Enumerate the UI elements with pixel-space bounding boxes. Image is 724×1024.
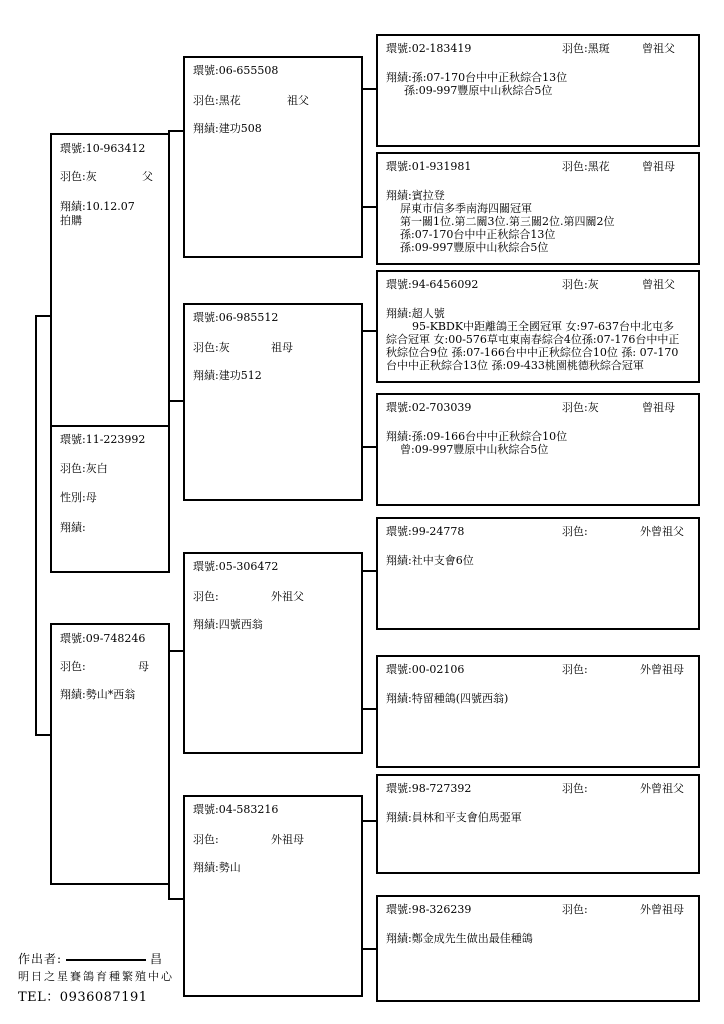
relation-label: 祖父 — [287, 94, 309, 107]
connector-line — [168, 400, 183, 402]
connector-line — [361, 330, 376, 332]
relation-label: 父 — [142, 170, 153, 183]
relation-label: 外祖母 — [271, 833, 304, 846]
performance: 翔績: — [60, 521, 86, 534]
performance-line: 孫:09-997豐原中山秋綜合5位 — [404, 84, 553, 97]
maternal-grandfather-card — [183, 552, 363, 754]
performance-line: 翔績:孫:07-170台中中正秋綜合13位 — [386, 71, 568, 84]
performance-line: 翔績:鄭金成先生做出最佳種鴿 — [386, 932, 533, 945]
ring-number: 環號:11-223992 — [60, 433, 146, 446]
ring-number: 環號:00-02106 — [386, 663, 465, 676]
relation-label: 曾祖父 — [642, 278, 675, 291]
relation-label: 祖母 — [271, 341, 293, 354]
connector-line — [168, 650, 183, 652]
relation-label: 曾祖父 — [642, 42, 675, 55]
feather-color: 羽色:灰白 — [60, 462, 108, 475]
ring-number: 環號:94-6456092 — [386, 278, 479, 291]
author-line — [18, 950, 163, 967]
performance-block — [386, 71, 692, 97]
author-underline — [66, 959, 146, 961]
performance: 翔績:10.12.07 — [60, 200, 135, 213]
relation-label: 母 — [138, 660, 149, 673]
feather-color: 羽色:黑花 — [193, 94, 241, 107]
ring-number: 環號:06-985512 — [193, 311, 279, 324]
great-grandmother-card — [376, 152, 700, 265]
great-grandfather-card — [376, 270, 700, 383]
relation-label: 外曾祖父 — [640, 782, 684, 795]
performance-line: 綜合冠軍 女:00-576草屯東南春綜合4位孫:07-176台中中正 — [386, 333, 680, 346]
connector-line — [168, 130, 183, 132]
ring-number: 環號:06-655508 — [193, 64, 279, 77]
performance: 翔績:建功512 — [193, 369, 262, 382]
maternal-great-grandmother-card — [376, 655, 700, 768]
relation-label: 曾祖母 — [642, 401, 675, 414]
mother-card — [50, 623, 170, 885]
great-grandfather-card — [376, 34, 700, 147]
maternal-great-grandfather-card — [376, 517, 700, 630]
performance-line: 屏東市信多季南海四關冠軍 — [400, 202, 532, 215]
connector-line — [361, 820, 376, 822]
great-grandmother-card — [376, 393, 700, 506]
relation-label: 曾祖母 — [642, 160, 675, 173]
performance-line: 孫:07-170台中中正秋綜合13位 — [400, 228, 556, 241]
maternal-great-grandmother-card — [376, 895, 700, 1002]
connector-line — [361, 206, 376, 208]
connector-line — [35, 315, 37, 736]
ring-number: 環號:99-24778 — [386, 525, 465, 538]
feather-color: 羽色: — [562, 903, 588, 916]
performance-line: 台中中正秋綜合13位 孫:09-433桃園桃德秋綜合冠軍 — [386, 359, 644, 372]
author-label: 作出者: — [18, 952, 63, 966]
subject-card — [50, 425, 170, 573]
performance-block — [386, 307, 696, 372]
ring-number: 環號:02-703039 — [386, 401, 472, 414]
author-suffix: 昌 — [150, 952, 164, 966]
performance-line: 翔績:超人號 — [386, 307, 445, 320]
center-name: 明日之星賽鴿育種繁殖中心 — [18, 970, 174, 983]
feather-color: 羽色: — [562, 525, 588, 538]
ring-number: 環號:01-931981 — [386, 160, 472, 173]
ring-number: 環號:09-748246 — [60, 632, 146, 645]
performance-line: 第一關1位.第二關3位.第三關2位.第四關2位 — [400, 215, 615, 228]
performance-block — [386, 811, 692, 824]
maternal-grandmother-card — [183, 795, 363, 997]
performance-line: 95-KBDK中距離鴿王全國冠軍 女:97-637台中北屯多 — [412, 320, 674, 333]
performance-note: 拍購 — [60, 214, 82, 227]
paternal-grandfather-card — [183, 56, 363, 258]
feather-color: 羽色: — [562, 782, 588, 795]
paternal-grandmother-card — [183, 303, 363, 501]
connector-line — [168, 898, 183, 900]
maternal-great-grandfather-card — [376, 774, 700, 874]
performance-block — [386, 189, 692, 254]
connector-line — [361, 948, 376, 950]
relation-label: 外曾祖母 — [640, 663, 684, 676]
performance-block — [386, 554, 692, 567]
sex: 性別:母 — [60, 491, 97, 504]
ring-number: 環號:05-306472 — [193, 560, 279, 573]
performance: 翔績:勢山 — [193, 861, 241, 874]
relation-label: 外曾祖母 — [640, 903, 684, 916]
ring-number: 環號:02-183419 — [386, 42, 472, 55]
feather-color: 羽色: — [60, 660, 86, 673]
connector-line — [361, 708, 376, 710]
feather-color: 羽色: — [193, 590, 219, 603]
connector-line — [361, 446, 376, 448]
feather-color: 羽色:黑花 — [562, 160, 610, 173]
performance-line: 翔績:社中支會6位 — [386, 554, 474, 567]
feather-color: 羽色: — [562, 663, 588, 676]
relation-label: 外祖父 — [271, 590, 304, 603]
performance-block — [386, 430, 692, 456]
connector-line — [35, 734, 50, 736]
performance-line: 孫:09-997豐原中山秋綜合5位 — [400, 241, 549, 254]
connector-line — [361, 88, 376, 90]
telephone: TEL：0936087191 — [18, 990, 148, 1005]
performance-line: 翔績:特留種鴿(四號西翁) — [386, 692, 509, 705]
performance-line: 翔績:賓拉登 — [386, 189, 445, 202]
performance-block — [386, 692, 692, 705]
performance: 翔績:勢山*西翁 — [60, 688, 136, 701]
performance-line: 翔績:員林和平支會伯馬弫軍 — [386, 811, 522, 824]
performance-block — [386, 932, 692, 945]
performance-line: 曾:09-997豐原中山秋綜合5位 — [400, 443, 549, 456]
connector-line — [361, 570, 376, 572]
ring-number: 環號:98-727392 — [386, 782, 472, 795]
performance-line: 翔績:孫:09-166台中中正秋綜合10位 — [386, 430, 568, 443]
feather-color: 羽色: — [193, 833, 219, 846]
connector-line — [35, 315, 50, 317]
relation-label: 外曾祖父 — [640, 525, 684, 538]
ring-number: 環號:04-583216 — [193, 803, 279, 816]
feather-color: 羽色:灰 — [562, 278, 599, 291]
ring-number: 環號:98-326239 — [386, 903, 472, 916]
ring-number: 環號:10-963412 — [60, 142, 146, 155]
performance: 翔績:建功508 — [193, 122, 262, 135]
performance: 翔績:四號西翁 — [193, 618, 263, 631]
feather-color: 羽色:灰 — [193, 341, 230, 354]
feather-color: 羽色:灰 — [60, 170, 97, 183]
feather-color: 羽色:黑斑 — [562, 42, 610, 55]
feather-color: 羽色:灰 — [562, 401, 599, 414]
performance-line: 秋綜位合9位 孫:07-166台中中正秋綜位合10位 孫: 07-170 — [386, 346, 679, 359]
